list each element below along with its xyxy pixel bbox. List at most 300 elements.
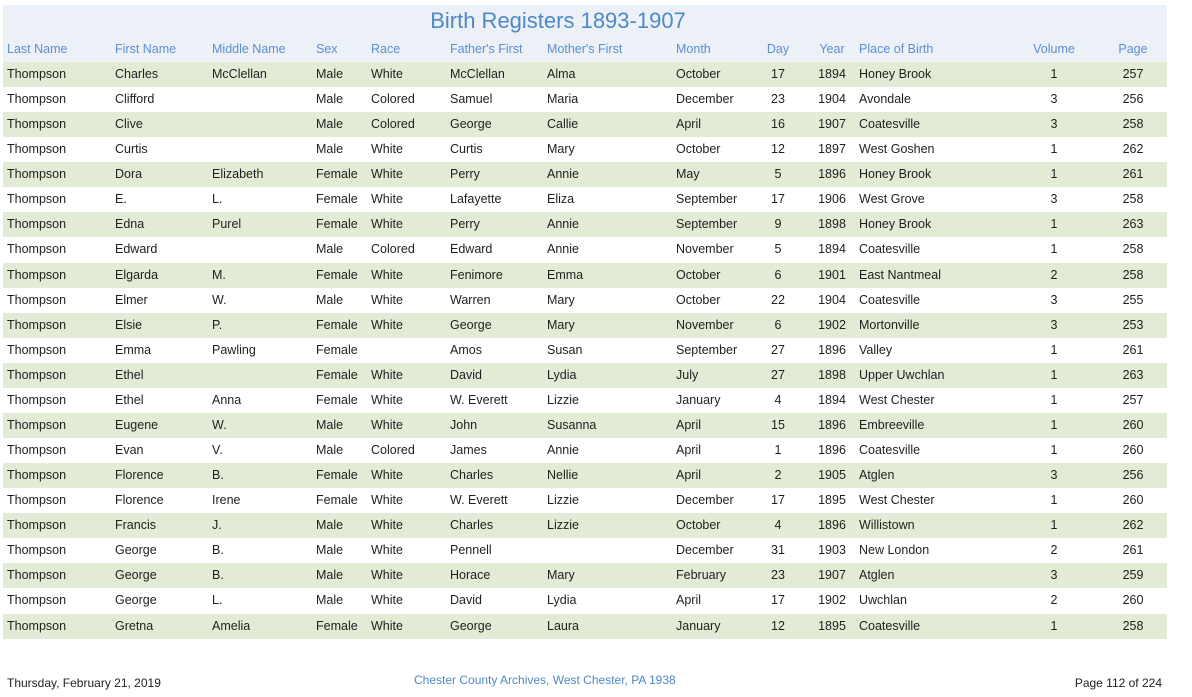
cell-father-first: Edward <box>450 242 493 257</box>
cell-day: 12 <box>771 618 785 633</box>
cell-year: 1904 <box>818 92 846 107</box>
cell-first-name: Ethel <box>115 367 144 382</box>
cell-month: October <box>676 292 721 307</box>
footer-source: Chester County Archives, West Chester, PA 1938 <box>414 673 676 687</box>
cell-volume: 3 <box>1050 292 1058 307</box>
cell-last-name: Thompson <box>7 192 67 207</box>
cell-first-name: Florence <box>115 493 164 508</box>
cell-volume: 1 <box>1050 217 1058 232</box>
table-row <box>3 463 1167 488</box>
cell-day: 9 <box>774 217 782 232</box>
cell-volume: 3 <box>1050 317 1058 332</box>
cell-month: September <box>676 342 738 357</box>
header-year: Year <box>819 42 845 56</box>
cell-volume: 1 <box>1050 392 1058 407</box>
table-row <box>3 513 1167 538</box>
cell-race: Colored <box>371 443 415 458</box>
cell-race: White <box>371 217 403 232</box>
cell-month: November <box>676 242 734 257</box>
table-row <box>3 187 1167 212</box>
cell-page: 258 <box>1122 117 1144 132</box>
header-middle-name: Middle Name <box>212 42 286 56</box>
cell-page: 260 <box>1122 493 1144 508</box>
table-header <box>3 38 1167 60</box>
cell-first-name: Francis <box>115 518 156 533</box>
cell-year: 1905 <box>818 468 846 483</box>
cell-year: 1898 <box>818 367 846 382</box>
cell-first-name: George <box>115 568 157 583</box>
cell-day: 16 <box>771 117 785 132</box>
table-row <box>3 388 1167 413</box>
header-place-of-birth: Place of Birth <box>859 42 934 56</box>
cell-father-first: John <box>450 417 478 432</box>
cell-middle-name: B. <box>212 543 224 558</box>
cell-sex: Female <box>316 192 358 207</box>
cell-first-name: Curtis <box>115 142 148 157</box>
table-row <box>3 212 1167 237</box>
cell-day: 27 <box>771 367 785 382</box>
cell-father-first: McClellan <box>450 67 505 81</box>
cell-middle-name: Amelia <box>212 618 251 633</box>
cell-last-name: Thompson <box>7 618 67 633</box>
cell-volume: 2 <box>1050 593 1058 608</box>
cell-sex: Female <box>316 317 358 332</box>
cell-mother-first: Annie <box>547 167 579 182</box>
cell-sex: Male <box>316 568 344 583</box>
cell-mother-first: Nellie <box>547 468 579 483</box>
cell-father-first: Samuel <box>450 92 493 107</box>
cell-mother-first: Mary <box>547 317 575 332</box>
cell-month: November <box>676 317 734 332</box>
cell-day: 1 <box>774 443 782 458</box>
cell-race: Colored <box>371 92 415 107</box>
cell-page: 263 <box>1122 367 1144 382</box>
cell-last-name: Thompson <box>7 443 67 458</box>
header-mother-first: Mother's First <box>547 42 623 56</box>
cell-year: 1901 <box>818 267 846 282</box>
table-row <box>3 288 1167 313</box>
cell-first-name: Edna <box>115 217 145 232</box>
cell-page: 263 <box>1122 217 1144 232</box>
cell-place-of-birth: West Chester <box>859 392 935 407</box>
cell-volume: 3 <box>1050 568 1058 583</box>
cell-first-name: E. <box>115 192 127 207</box>
table-row <box>3 413 1167 438</box>
cell-race: Colored <box>371 242 415 257</box>
cell-mother-first: Lizzie <box>547 493 579 508</box>
cell-volume: 2 <box>1050 267 1058 282</box>
cell-last-name: Thompson <box>7 292 67 307</box>
cell-middle-name: L. <box>212 593 223 608</box>
cell-year: 1895 <box>818 618 846 633</box>
cell-place-of-birth: Uwchlan <box>859 593 907 608</box>
cell-month: July <box>676 367 699 382</box>
cell-place-of-birth: Honey Brook <box>859 167 932 182</box>
cell-father-first: David <box>450 367 482 382</box>
cell-last-name: Thompson <box>7 468 67 483</box>
cell-last-name: Thompson <box>7 593 67 608</box>
cell-page: 258 <box>1122 618 1144 633</box>
cell-volume: 1 <box>1050 167 1058 182</box>
cell-sex: Female <box>316 167 358 182</box>
cell-month: October <box>676 142 721 157</box>
cell-place-of-birth: Coatesville <box>859 618 921 633</box>
cell-year: 1907 <box>818 568 846 583</box>
cell-mother-first: Lydia <box>547 593 577 608</box>
cell-day: 23 <box>771 568 785 583</box>
cell-day: 27 <box>771 342 785 357</box>
cell-year: 1894 <box>818 67 846 81</box>
table-row <box>3 588 1167 613</box>
cell-first-name: Elmer <box>115 292 148 307</box>
cell-volume: 1 <box>1050 518 1058 533</box>
cell-last-name: Thompson <box>7 417 67 432</box>
cell-place-of-birth: West Grove <box>859 192 925 207</box>
cell-father-first: Charles <box>450 518 494 533</box>
cell-sex: Male <box>316 443 344 458</box>
cell-volume: 1 <box>1050 443 1058 458</box>
cell-day: 31 <box>771 543 785 558</box>
cell-sex: Female <box>316 367 358 382</box>
cell-place-of-birth: Upper Uwchlan <box>859 367 945 382</box>
cell-first-name: Clive <box>115 117 143 132</box>
cell-mother-first: Maria <box>547 92 579 107</box>
cell-mother-first: Mary <box>547 292 575 307</box>
cell-mother-first: Susanna <box>547 417 597 432</box>
cell-day: 6 <box>774 317 782 332</box>
table-row <box>3 162 1167 187</box>
table-row <box>3 614 1167 639</box>
cell-first-name: Clifford <box>115 92 155 107</box>
cell-sex: Male <box>316 67 344 81</box>
cell-middle-name: B. <box>212 568 224 583</box>
cell-mother-first: Lizzie <box>547 392 579 407</box>
cell-page: 261 <box>1122 342 1144 357</box>
cell-mother-first: Laura <box>547 618 579 633</box>
cell-last-name: Thompson <box>7 568 67 583</box>
cell-page: 258 <box>1122 267 1144 282</box>
cell-first-name: George <box>115 593 157 608</box>
cell-father-first: Pennell <box>450 543 492 558</box>
cell-page: 256 <box>1122 92 1144 107</box>
cell-page: 253 <box>1122 317 1144 332</box>
cell-father-first: Amos <box>450 342 482 357</box>
cell-page: 262 <box>1122 518 1144 533</box>
cell-page: 257 <box>1122 392 1144 407</box>
cell-sex: Male <box>316 518 344 533</box>
cell-place-of-birth: Avondale <box>859 92 911 107</box>
header-day: Day <box>766 42 790 56</box>
cell-place-of-birth: Coatesville <box>859 443 921 458</box>
cell-place-of-birth: Honey Brook <box>859 217 932 232</box>
cell-middle-name: Anna <box>212 392 242 407</box>
footer-page-number: Page 112 of 224 <box>1074 676 1162 690</box>
cell-month: April <box>676 443 702 458</box>
cell-year: 1898 <box>818 217 846 232</box>
cell-volume: 1 <box>1050 342 1058 357</box>
table-row <box>3 87 1167 112</box>
cell-middle-name: Irene <box>212 493 241 508</box>
header-month: Month <box>676 42 711 56</box>
cell-sex: Female <box>316 392 358 407</box>
cell-place-of-birth: Atglen <box>859 568 895 583</box>
cell-sex: Female <box>316 468 358 483</box>
cell-year: 1896 <box>818 443 846 458</box>
cell-father-first: Curtis <box>450 142 483 157</box>
cell-sex: Female <box>316 493 358 508</box>
cell-mother-first: Mary <box>547 142 575 157</box>
cell-month: September <box>676 192 738 207</box>
cell-month: October <box>676 518 721 533</box>
cell-volume: 3 <box>1050 92 1058 107</box>
cell-middle-name: Purel <box>212 217 242 232</box>
cell-place-of-birth: West Goshen <box>859 142 935 157</box>
cell-sex: Male <box>316 543 344 558</box>
cell-sex: Male <box>316 593 344 608</box>
cell-page: 257 <box>1122 67 1144 81</box>
cell-father-first: Lafayette <box>450 192 502 207</box>
cell-mother-first: Emma <box>547 267 584 282</box>
cell-last-name: Thompson <box>7 493 67 508</box>
cell-race: White <box>371 518 403 533</box>
cell-month: October <box>676 267 721 282</box>
cell-race: White <box>371 593 403 608</box>
header-father-first: Father's First <box>450 42 523 56</box>
cell-first-name: Charles <box>115 67 159 81</box>
cell-mother-first: Annie <box>547 242 579 257</box>
cell-year: 1894 <box>818 392 846 407</box>
cell-place-of-birth: Atglen <box>859 468 895 483</box>
table-row <box>3 263 1167 288</box>
cell-month: April <box>676 468 702 483</box>
table-row <box>3 137 1167 162</box>
cell-sex: Male <box>316 92 344 107</box>
cell-month: December <box>676 543 734 558</box>
table-row <box>3 313 1167 338</box>
cell-sex: Female <box>316 618 358 633</box>
cell-race: White <box>371 468 403 483</box>
cell-volume: 1 <box>1050 242 1058 257</box>
cell-race: White <box>371 292 403 307</box>
cell-last-name: Thompson <box>7 367 67 382</box>
cell-mother-first: Lizzie <box>547 518 579 533</box>
cell-race: White <box>371 493 403 508</box>
cell-last-name: Thompson <box>7 117 67 132</box>
cell-father-first: Perry <box>450 167 480 182</box>
cell-mother-first: Annie <box>547 443 579 458</box>
cell-middle-name: M. <box>212 267 226 282</box>
cell-place-of-birth: Coatesville <box>859 242 921 257</box>
cell-year: 1906 <box>818 192 846 207</box>
cell-father-first: Charles <box>450 468 494 483</box>
cell-last-name: Thompson <box>7 167 67 182</box>
cell-year: 1903 <box>818 543 846 558</box>
cell-year: 1895 <box>818 493 846 508</box>
cell-month: September <box>676 217 738 232</box>
cell-page: 255 <box>1122 292 1144 307</box>
cell-father-first: W. Everett <box>450 493 508 508</box>
cell-first-name: Eugene <box>115 417 159 432</box>
cell-place-of-birth: Mortonville <box>859 317 920 332</box>
cell-race: White <box>371 417 403 432</box>
cell-place-of-birth: Coatesville <box>859 117 921 132</box>
cell-year: 1904 <box>818 292 846 307</box>
cell-place-of-birth: Coatesville <box>859 292 921 307</box>
header-page: Page <box>1118 42 1148 56</box>
cell-father-first: Fenimore <box>450 267 503 282</box>
cell-day: 17 <box>771 67 785 81</box>
cell-father-first: Horace <box>450 568 491 583</box>
cell-race: White <box>371 367 403 382</box>
cell-day: 4 <box>774 392 782 407</box>
cell-day: 17 <box>771 493 785 508</box>
cell-place-of-birth: Willistown <box>859 518 915 533</box>
footer-date: Thursday, February 21, 2019 <box>7 676 161 690</box>
cell-first-name: Dora <box>115 167 143 182</box>
cell-day: 22 <box>771 292 785 307</box>
cell-month: October <box>676 67 721 81</box>
cell-last-name: Thompson <box>7 342 67 357</box>
table-row <box>3 438 1167 463</box>
cell-month: February <box>676 568 727 583</box>
cell-month: April <box>676 117 702 132</box>
cell-first-name: Florence <box>115 468 164 483</box>
cell-father-first: George <box>450 317 492 332</box>
cell-day: 23 <box>771 92 785 107</box>
cell-mother-first: Alma <box>547 67 576 81</box>
cell-month: April <box>676 417 702 432</box>
cell-sex: Male <box>316 242 344 257</box>
cell-first-name: Ethel <box>115 392 144 407</box>
header-sex: Sex <box>316 42 338 56</box>
cell-year: 1902 <box>818 317 846 332</box>
cell-last-name: Thompson <box>7 267 67 282</box>
cell-day: 5 <box>774 242 782 257</box>
cell-race: White <box>371 67 403 81</box>
cell-place-of-birth: Honey Brook <box>859 67 932 81</box>
cell-middle-name: Pawling <box>212 342 256 357</box>
cell-day: 17 <box>771 192 785 207</box>
cell-last-name: Thompson <box>7 67 67 81</box>
cell-middle-name: McClellan <box>212 67 267 81</box>
header-last-name: Last Name <box>7 42 68 56</box>
cell-volume: 1 <box>1050 367 1058 382</box>
cell-first-name: Elgarda <box>115 267 159 282</box>
cell-father-first: James <box>450 443 487 458</box>
cell-race: White <box>371 142 403 157</box>
cell-day: 4 <box>774 518 782 533</box>
cell-first-name: Emma <box>115 342 152 357</box>
cell-last-name: Thompson <box>7 92 67 107</box>
table-row <box>3 112 1167 137</box>
cell-place-of-birth: West Chester <box>859 493 935 508</box>
cell-sex: Male <box>316 142 344 157</box>
cell-mother-first: Callie <box>547 117 579 132</box>
cell-day: 12 <box>771 142 785 157</box>
cell-middle-name: L. <box>212 192 223 207</box>
cell-mother-first: Mary <box>547 568 575 583</box>
table-row <box>3 538 1167 563</box>
cell-first-name: Elsie <box>115 317 143 332</box>
cell-volume: 3 <box>1050 117 1058 132</box>
cell-volume: 3 <box>1050 192 1058 207</box>
cell-mother-first: Eliza <box>547 192 575 207</box>
cell-place-of-birth: Valley <box>859 342 893 357</box>
cell-last-name: Thompson <box>7 142 67 157</box>
cell-sex: Female <box>316 217 358 232</box>
cell-middle-name: P. <box>212 317 223 332</box>
cell-volume: 1 <box>1050 618 1058 633</box>
table-row <box>3 62 1167 87</box>
cell-mother-first: Lydia <box>547 367 577 382</box>
cell-race: White <box>371 392 403 407</box>
cell-page: 260 <box>1122 443 1144 458</box>
cell-last-name: Thompson <box>7 392 67 407</box>
cell-sex: Female <box>316 267 358 282</box>
cell-father-first: Warren <box>450 292 491 307</box>
cell-volume: 2 <box>1050 543 1058 558</box>
cell-last-name: Thompson <box>7 242 67 257</box>
header-volume: Volume <box>1033 42 1075 56</box>
cell-race: White <box>371 543 403 558</box>
cell-day: 5 <box>774 167 782 182</box>
cell-page: 261 <box>1122 543 1144 558</box>
cell-father-first: David <box>450 593 482 608</box>
cell-month: April <box>676 593 702 608</box>
cell-race: White <box>371 568 403 583</box>
cell-race: White <box>371 317 403 332</box>
cell-page: 262 <box>1122 142 1144 157</box>
page-title: Birth Registers 1893-1907 <box>430 8 686 33</box>
table-row <box>3 563 1167 588</box>
cell-first-name: Edward <box>115 242 158 257</box>
cell-year: 1897 <box>818 142 846 157</box>
cell-place-of-birth: New London <box>859 543 930 558</box>
cell-father-first: W. Everett <box>450 392 508 407</box>
cell-month: January <box>676 392 721 407</box>
cell-race: White <box>371 267 403 282</box>
header-first-name: First Name <box>115 42 177 56</box>
cell-page: 258 <box>1122 242 1144 257</box>
cell-year: 1896 <box>818 342 846 357</box>
cell-volume: 3 <box>1050 468 1058 483</box>
cell-middle-name: W. <box>212 417 227 432</box>
cell-page: 261 <box>1122 167 1144 182</box>
cell-race: White <box>371 167 403 182</box>
cell-volume: 1 <box>1050 142 1058 157</box>
cell-first-name: Evan <box>115 443 144 458</box>
cell-last-name: Thompson <box>7 518 67 533</box>
cell-month: December <box>676 92 734 107</box>
table-row <box>3 488 1167 513</box>
cell-middle-name: J. <box>212 518 222 533</box>
table-row <box>3 363 1167 388</box>
cell-volume: 1 <box>1050 67 1058 81</box>
cell-last-name: Thompson <box>7 543 67 558</box>
cell-mother-first: Susan <box>547 342 583 357</box>
cell-race: White <box>371 618 403 633</box>
cell-mother-first: Annie <box>547 217 579 232</box>
cell-father-first: George <box>450 618 492 633</box>
cell-month: December <box>676 493 734 508</box>
cell-page: 259 <box>1122 568 1144 583</box>
cell-page: 260 <box>1122 417 1144 432</box>
cell-page: 258 <box>1122 192 1144 207</box>
cell-year: 1896 <box>818 417 846 432</box>
table-row <box>3 338 1167 363</box>
cell-place-of-birth: East Nantmeal <box>859 267 941 282</box>
cell-last-name: Thompson <box>7 317 67 332</box>
